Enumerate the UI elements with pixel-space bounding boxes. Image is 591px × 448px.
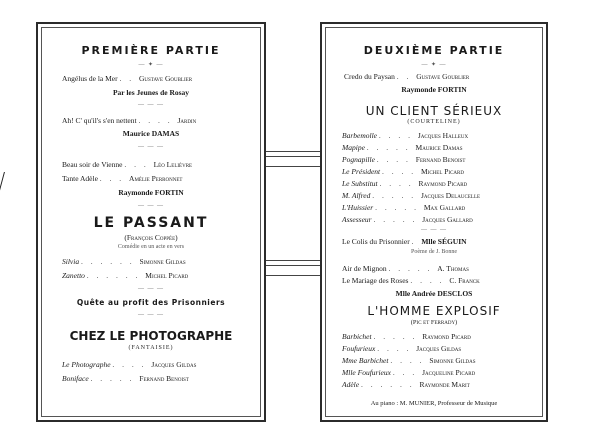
cast-row: Le Substitut . . . . Raymond Picard <box>342 179 468 188</box>
separator: — — — <box>138 286 164 292</box>
play-title: CHEZ LE PHOTOGRAPHE <box>69 329 233 343</box>
cast-row: Assesseur . . . . . Jacques Gallard <box>342 215 473 224</box>
separator: — — — <box>138 203 164 209</box>
program-item: Air de Mignon . . . . . A. Thomas <box>342 264 469 273</box>
cast-actor: Jacques Halleux <box>417 131 469 140</box>
cast-actor: Jacques Gildas <box>151 360 197 369</box>
program-page-right <box>320 22 548 422</box>
section-header: PREMIÈRE PARTIE <box>81 44 221 57</box>
item-composer: Jardin <box>177 116 197 125</box>
item-composer: Gustave Goublier <box>416 72 470 81</box>
program-item: Credo du Paysan . . Gustave Goublier <box>344 72 470 81</box>
cast-role: Assesseur <box>342 215 372 224</box>
cast-row: Barbemolle . . . . Jacques Halleux <box>342 131 469 140</box>
cast-actor: Simonne Gildas <box>139 257 186 266</box>
collection-note: Quête au profit des Prisonniers <box>76 298 226 307</box>
play-title: L'HOMME EXPLOSIF <box>367 304 501 318</box>
program-item: Angélus de la Mer . . Gustave Goublier <box>62 74 193 83</box>
cast-actor: Raymond Picard <box>422 332 471 341</box>
cast-row: Le Photographe . . . . Jacques Gildas <box>62 360 197 369</box>
item-title: Air de Mignon <box>342 264 387 273</box>
cast-role: M. Alfred <box>342 191 371 200</box>
cast-actor: Max Gallard <box>423 203 466 212</box>
cast-row: Foufurieux . . . . Jacques Gildas <box>342 344 462 353</box>
cast-role: L'Huissier <box>342 203 374 212</box>
item-note: Poème de J. Bonne <box>411 249 457 255</box>
page-connector-line <box>266 151 320 152</box>
program-page-left <box>36 22 266 422</box>
separator: — — — <box>138 102 164 108</box>
program-item: Le Mariage des Roses . . . . C. Franck <box>342 276 480 285</box>
item-composer: Léo Lelièvre <box>153 160 193 169</box>
item-title: Angélus de la Mer <box>62 74 118 83</box>
item-title: Le Colis du Prisonnier <box>342 237 410 246</box>
performer: Raymonde FORTIN <box>401 85 467 94</box>
cast-row: Zanetto . . . . . . Michel Picard <box>62 271 189 280</box>
cast-role: Barbichet <box>342 332 372 341</box>
performer: Maurice DAMAS <box>122 129 180 138</box>
separator: — — — <box>138 312 164 318</box>
play-author: (Pic et Ferrady) <box>410 319 458 326</box>
item-title: Tante Adèle <box>62 174 98 183</box>
cast-row: M. Alfred . . . . . Jacques Delaucelle <box>342 191 481 200</box>
page-connector-line <box>266 275 320 276</box>
cast-row: Mlle Foufurieux . . . Jacqueline Picard <box>342 368 476 377</box>
item-composer: Amélie Perronnet <box>129 174 183 183</box>
item-composer: A. Thomas <box>437 264 469 273</box>
cast-row: Silvia . . . . . . Simonne Gildas <box>62 257 186 266</box>
separator: — ✦ — <box>138 62 164 68</box>
cast-actor: Michel Picard <box>421 167 464 176</box>
cast-role: Boniface <box>62 374 89 383</box>
cast-role: Zanetto <box>62 271 85 280</box>
item-title: Credo du Paysan <box>344 72 395 81</box>
cast-actor: Raymonde Marit <box>419 380 470 389</box>
cast-role: Le Président <box>342 167 381 176</box>
play-author: (COURTELINE) <box>407 119 461 125</box>
separator: — — — <box>138 144 164 150</box>
item-title: Ah! C' qu'il's s'en nettent <box>62 116 137 125</box>
cast-actor: Jacques Gallard <box>422 215 473 224</box>
page-connector-line <box>266 265 320 266</box>
section-header: DEUXIÈME PARTIE <box>363 44 505 57</box>
play-genre: Comédie en un acte en vers <box>117 244 185 250</box>
item-title: Beau soir de Vienne <box>62 160 123 169</box>
item-title: Le Mariage des Roses <box>342 276 409 285</box>
cast-role: Pognapille <box>342 155 375 164</box>
item-performer: Mlle SÉGUIN <box>421 237 467 246</box>
cast-actor: Michel Picard <box>145 271 189 280</box>
program-item: Le Colis du Prisonnier . Mlle SÉGUIN <box>342 237 467 246</box>
cast-actor: Jacqueline Picard <box>422 368 476 377</box>
cast-role: Mlle Foufurieux <box>342 368 391 377</box>
page-connector-line <box>266 166 320 167</box>
cast-row: Boniface . . . . . Fernand Benoist <box>62 374 189 383</box>
margin-mark <box>0 172 8 194</box>
cast-actor: Raymond Picard <box>418 179 468 188</box>
performer: Raymonde FORTIN <box>118 188 184 197</box>
cast-role: Foufurieux <box>342 344 376 353</box>
cast-actor: Maurice Damas <box>415 143 463 152</box>
play-title: UN CLIENT SÉRIEUX <box>365 104 503 118</box>
cast-row: Mme Barbichet . . . . Simonne Gildas <box>342 356 476 365</box>
separator: — — — <box>421 227 447 233</box>
play-author: (François Coppée) <box>124 233 178 242</box>
cast-actor: Fernand Benoist <box>415 155 466 164</box>
performer: Par les Jeunes de Rosay <box>112 88 190 97</box>
page-connector-line <box>266 260 320 261</box>
cast-role: Barbemolle <box>342 131 377 140</box>
cast-row: Adèle . . . . . . Raymonde Marit <box>342 380 470 389</box>
cast-row: L'Huissier . . . . . Max Gallard <box>342 203 466 212</box>
performer: Mlle Andrée DESCLOS <box>395 289 473 298</box>
program-item: Beau soir de Vienne . . . Léo Lelièvre <box>62 160 193 169</box>
play-subtitle: (FANTAISIE) <box>128 345 174 351</box>
program-item: Ah! C' qu'il's s'en nettent . . . . Jardin <box>62 116 197 125</box>
cast-role: Mme Barbichet <box>342 356 389 365</box>
cast-row: Mapipe . . . . . Maurice Damas <box>342 143 463 152</box>
cast-row: Le Président . . . . Michel Picard <box>342 167 464 176</box>
cast-role: Silvia <box>62 257 80 266</box>
cast-role: Adèle <box>342 380 360 389</box>
page-connector-line <box>266 156 320 157</box>
cast-actor: Jacques Delaucelle <box>420 191 481 200</box>
cast-role: Le Substitut <box>342 179 378 188</box>
cast-role: Mapipe <box>342 143 365 152</box>
program-item: Tante Adèle . . . Amélie Perronnet <box>62 174 183 183</box>
cast-actor: Simonne Gildas <box>429 356 476 365</box>
cast-actor: Jacques Gildas <box>416 344 462 353</box>
item-composer: C. Franck <box>449 276 480 285</box>
item-composer: Gustave Goublier <box>138 74 193 83</box>
play-title: LE PASSANT <box>93 215 209 231</box>
cast-row: Pognapille . . . . Fernand Benoist <box>342 155 466 164</box>
separator: — ✦ — <box>421 62 447 68</box>
piano-credit: Au piano : M. MUNIER, Professeur de Musique <box>370 400 498 407</box>
cast-role: Le Photographe <box>62 360 111 369</box>
cast-actor: Fernand Benoist <box>139 374 189 383</box>
cast-row: Barbichet . . . . . Raymond Picard <box>342 332 471 341</box>
